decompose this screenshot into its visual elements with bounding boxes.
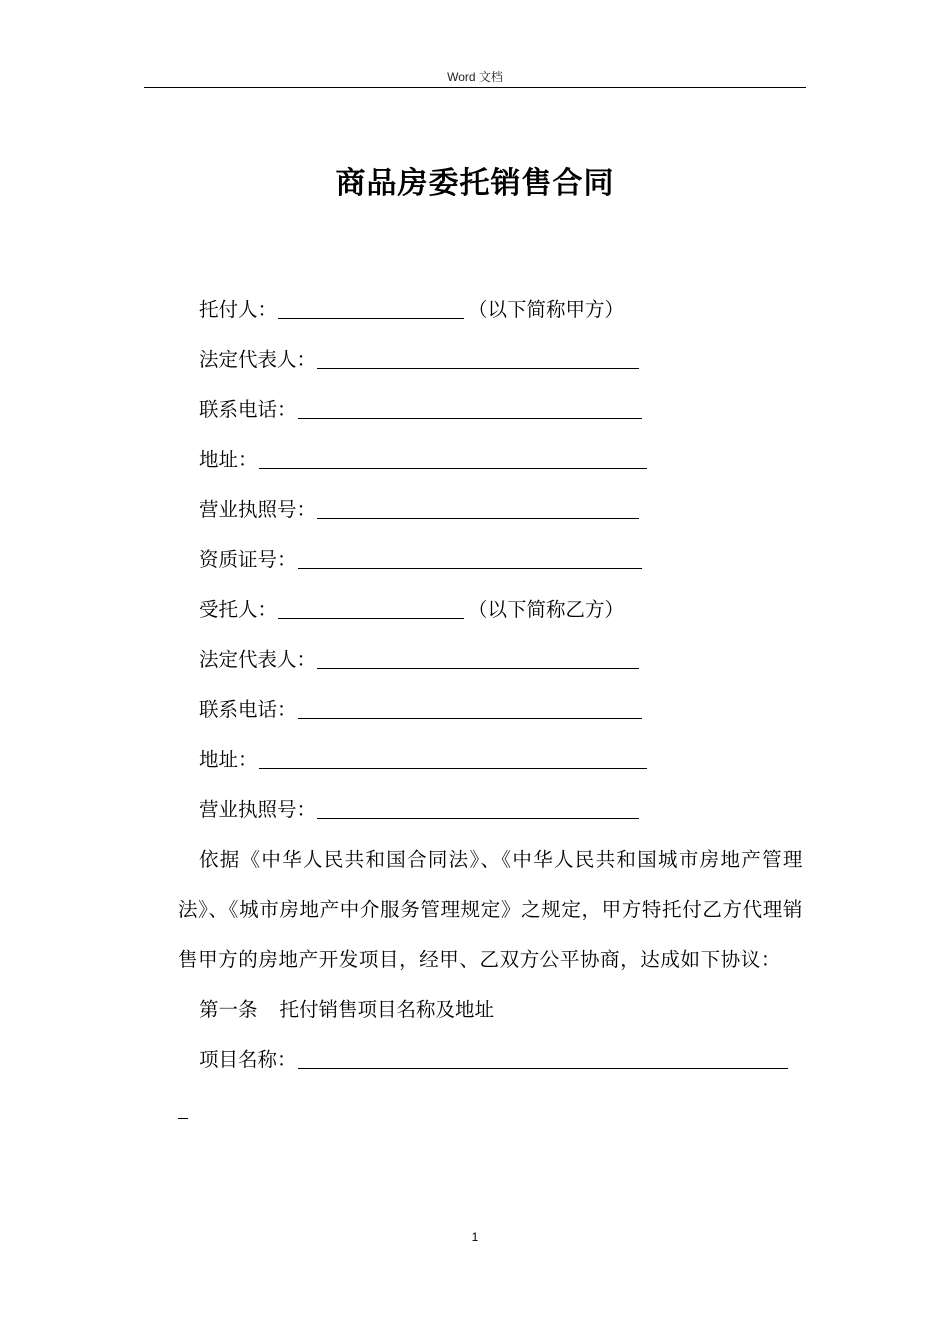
page-number: 1 xyxy=(471,1230,479,1244)
party-a-license-row xyxy=(178,485,808,535)
party-b-legal-rep-blank[interactable] xyxy=(317,648,639,669)
project-name-continuation-row xyxy=(178,1085,808,1135)
party-b-phone-row xyxy=(178,685,808,735)
party-a-address-label: 地址： xyxy=(199,448,258,471)
entrustor-label: 托付人： xyxy=(199,298,278,321)
party-b-address-blank[interactable] xyxy=(259,748,647,769)
trustee-blank[interactable] xyxy=(278,598,464,619)
trustee-label: 受托人： xyxy=(199,598,278,621)
party-a-legal-rep-blank[interactable] xyxy=(317,348,639,369)
party-a-phone-blank[interactable] xyxy=(298,398,642,419)
party-b-phone-label: 联系电话： xyxy=(199,698,297,721)
party-a-license-blank[interactable] xyxy=(317,498,639,519)
party-a-qualification-label: 资质证号： xyxy=(199,548,297,571)
document-title: 商品房委托销售合同 xyxy=(335,166,615,201)
party-b-license-label: 营业执照号： xyxy=(199,798,317,821)
page-header: Word 文档 xyxy=(447,70,503,84)
party-b-phone-blank[interactable] xyxy=(298,698,642,719)
entrustor-note: （以下简称甲方） xyxy=(468,298,625,321)
project-name-row xyxy=(178,1035,808,1085)
party-b-license-blank[interactable] xyxy=(317,798,639,819)
header-divider xyxy=(144,87,806,88)
article-1-title: 托付销售项目名称及地址 xyxy=(279,998,495,1021)
party-a-license-label: 营业执照号： xyxy=(199,498,317,521)
party-a-phone-label: 联系电话： xyxy=(199,398,297,421)
entrustor-row xyxy=(178,285,808,335)
article-1-heading xyxy=(178,985,808,1035)
party-a-legal-rep-label: 法定代表人： xyxy=(199,348,317,371)
party-b-legal-rep-row xyxy=(178,635,808,685)
party-a-address-row xyxy=(178,435,808,485)
party-a-address-blank[interactable] xyxy=(259,448,647,469)
entrustor-blank[interactable] xyxy=(278,298,464,319)
project-name-blank[interactable] xyxy=(298,1048,788,1069)
party-b-address-label: 地址： xyxy=(199,748,258,771)
project-name-continuation-blank[interactable] xyxy=(178,1098,188,1119)
preamble-paragraph: 依据《中华人民共和国合同法》、《中华人民共和国城市房地产管理法》、《城市房地产中介服务管理规定》之规定，甲方特托付乙方代理销售甲方的房地产开发项目，经甲、乙双方公平协商，达成如下协议： xyxy=(178,848,803,971)
party-a-legal-rep-row xyxy=(178,335,808,385)
project-name-label: 项目名称： xyxy=(199,1048,297,1071)
party-b-license-row xyxy=(178,785,808,835)
party-b-legal-rep-label: 法定代表人： xyxy=(199,648,317,671)
party-a-qualification-row xyxy=(178,535,808,585)
document-body xyxy=(178,285,808,1135)
party-a-phone-row xyxy=(178,385,808,435)
trustee-row xyxy=(178,585,808,635)
party-b-address-row xyxy=(178,735,808,785)
article-1-number: 第一条 xyxy=(199,998,258,1021)
party-a-qualification-blank[interactable] xyxy=(298,548,642,569)
trustee-note: （以下简称乙方） xyxy=(468,598,625,621)
